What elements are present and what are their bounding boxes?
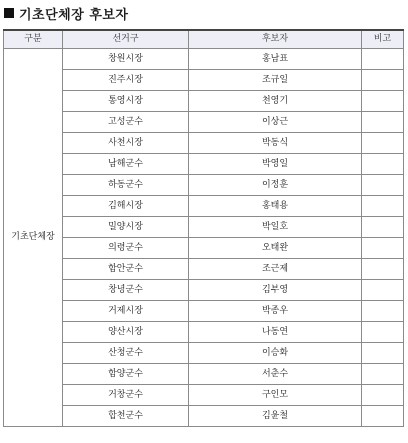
table-row — [4, 91, 404, 112]
note-cell — [362, 217, 404, 238]
note-cell — [362, 49, 404, 70]
table-row — [4, 406, 404, 427]
table-row — [4, 175, 404, 196]
note-cell — [362, 133, 404, 154]
table-row — [4, 238, 404, 259]
note-cell — [362, 259, 404, 280]
table-row — [4, 154, 404, 175]
district-cell: 밀양시장 — [63, 217, 189, 238]
candidate-cell: 오태완 — [189, 238, 362, 259]
square-bullet-icon — [4, 8, 14, 18]
table-row — [4, 49, 404, 70]
note-cell — [362, 385, 404, 406]
candidate-cell: 나동연 — [189, 322, 362, 343]
note-cell — [362, 322, 404, 343]
district-cell: 통영시장 — [63, 91, 189, 112]
table-body — [4, 49, 404, 427]
district-cell: 산청군수 — [63, 343, 189, 364]
candidate-cell: 김윤철 — [189, 406, 362, 427]
candidate-cell: 천영기 — [189, 91, 362, 112]
table-row — [4, 70, 404, 91]
table-row — [4, 322, 404, 343]
header-candidate: 후보자 — [189, 30, 362, 49]
table-row — [4, 217, 404, 238]
candidate-cell: 조규일 — [189, 70, 362, 91]
candidate-cell: 박동식 — [189, 133, 362, 154]
table-row — [4, 364, 404, 385]
candidate-table — [3, 29, 404, 427]
district-cell: 김해시장 — [63, 196, 189, 217]
note-cell — [362, 280, 404, 301]
table-row — [4, 259, 404, 280]
candidate-cell: 박종우 — [189, 301, 362, 322]
candidate-cell: 홍남표 — [189, 49, 362, 70]
table-header-row — [4, 30, 404, 49]
header-category: 구분 — [4, 30, 63, 49]
note-cell — [362, 112, 404, 133]
category-cell: 기초단체장 — [4, 49, 63, 427]
table-row — [4, 133, 404, 154]
district-cell: 의령군수 — [63, 238, 189, 259]
district-cell: 거창군수 — [63, 385, 189, 406]
table-row — [4, 343, 404, 364]
district-cell: 창원시장 — [63, 49, 189, 70]
table-row — [4, 385, 404, 406]
candidate-cell: 이승화 — [189, 343, 362, 364]
section-heading — [4, 4, 129, 22]
district-cell: 양산시장 — [63, 322, 189, 343]
district-cell: 함양군수 — [63, 364, 189, 385]
note-cell — [362, 406, 404, 427]
district-cell: 남해군수 — [63, 154, 189, 175]
note-cell — [362, 154, 404, 175]
district-cell: 하동군수 — [63, 175, 189, 196]
note-cell — [362, 70, 404, 91]
note-cell — [362, 343, 404, 364]
note-cell — [362, 196, 404, 217]
section-title: 기초단체장 후보자 — [19, 7, 129, 23]
note-cell — [362, 238, 404, 259]
note-cell — [362, 91, 404, 112]
candidate-cell: 박일호 — [189, 217, 362, 238]
candidate-cell: 이상근 — [189, 112, 362, 133]
table-row — [4, 112, 404, 133]
note-cell — [362, 364, 404, 385]
header-district: 선거구 — [63, 30, 189, 49]
candidate-cell: 조근제 — [189, 259, 362, 280]
candidate-cell: 구인모 — [189, 385, 362, 406]
candidate-cell: 박영일 — [189, 154, 362, 175]
candidate-cell: 김부영 — [189, 280, 362, 301]
candidate-cell: 서춘수 — [189, 364, 362, 385]
district-cell: 거제시장 — [63, 301, 189, 322]
district-cell: 창녕군수 — [63, 280, 189, 301]
district-cell: 함안군수 — [63, 259, 189, 280]
header-note: 비고 — [362, 30, 404, 49]
candidate-cell: 홍태용 — [189, 196, 362, 217]
district-cell: 진주시장 — [63, 70, 189, 91]
note-cell — [362, 301, 404, 322]
district-cell: 합천군수 — [63, 406, 189, 427]
table-row — [4, 301, 404, 322]
district-cell: 고성군수 — [63, 112, 189, 133]
note-cell — [362, 175, 404, 196]
candidate-cell: 이정훈 — [189, 175, 362, 196]
table-row — [4, 196, 404, 217]
table-row — [4, 280, 404, 301]
district-cell: 사천시장 — [63, 133, 189, 154]
